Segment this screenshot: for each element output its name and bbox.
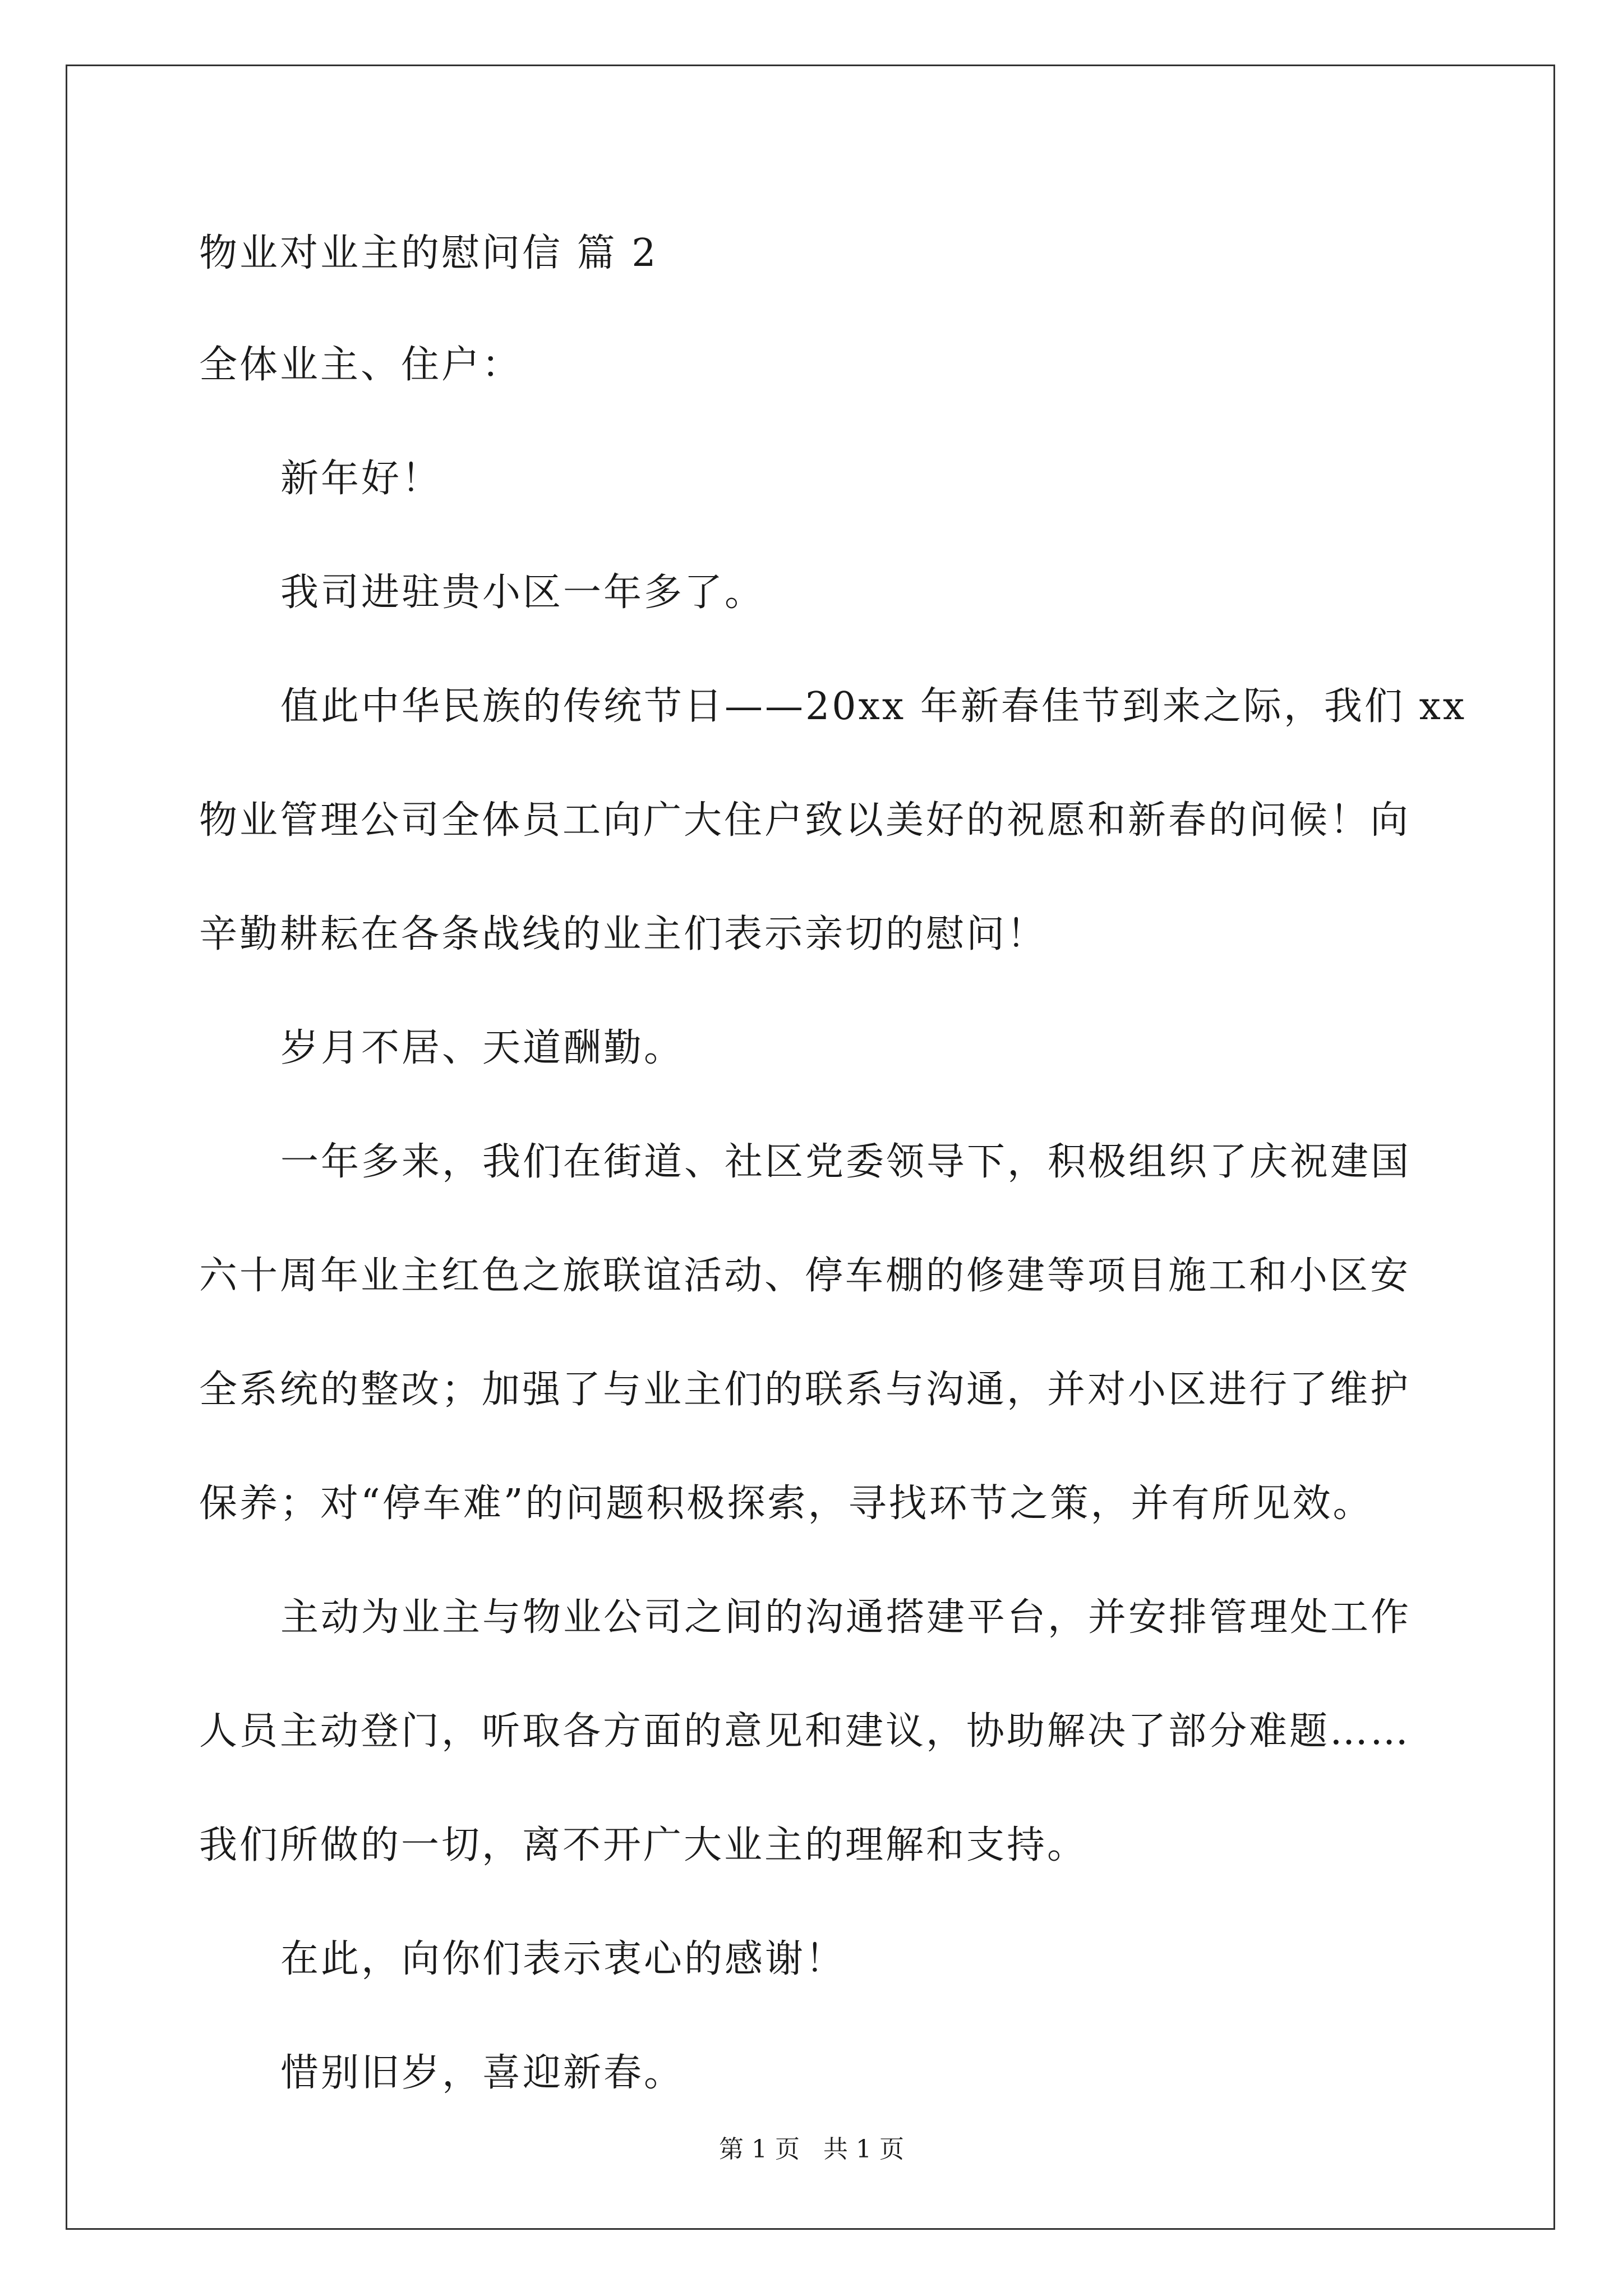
text-line: 岁月不居、天道酬勤。 bbox=[280, 1026, 685, 1070]
letter-lines bbox=[199, 308, 1467, 2130]
page-number: 第 1 页 共 1 页 bbox=[719, 2135, 904, 2164]
text-line: 六十周年业主红色之旅联谊活动、停车棚的修建等项目施工和小区安 bbox=[199, 1254, 1411, 1298]
document-title: 物业对业主的慰问信 篇 2 bbox=[199, 231, 658, 275]
text-line: 我司进驻贵小区一年多了。 bbox=[280, 570, 766, 615]
text-line: 在此，向你们表示衷心的感谢！ bbox=[280, 1937, 846, 1981]
text-line: 全体业主、住户： bbox=[199, 343, 523, 387]
text-line: 物业管理公司全体员工向广大住户致以美好的祝愿和新春的问候！向 bbox=[199, 798, 1411, 843]
letter-body bbox=[199, 220, 1467, 2130]
text-line: 我们所做的一切，离不开广大业主的理解和支持。 bbox=[199, 1823, 1088, 1867]
text-line: 辛勤耕耘在各条战线的业主们表示亲切的慰问！ bbox=[199, 912, 1048, 956]
text-line: 主动为业主与物业公司之间的沟通搭建平台，并安排管理处工作 bbox=[280, 1595, 1412, 1640]
text-line: 新年好！ bbox=[280, 457, 442, 501]
text-line: 一年多来，我们在街道、社区党委领导下，积极组织了庆祝建国 bbox=[280, 1140, 1412, 1184]
text-line: 保养；对“停车难”的问题积极探索，寻找环节之策，并有所见效。 bbox=[199, 1481, 1373, 1526]
text-line: 全系统的整改；加强了与业主们的联系与沟通，并对小区进行了维护 bbox=[199, 1368, 1411, 1412]
page-footer bbox=[0, 2133, 1623, 2166]
text-line: 人员主动登门，听取各方面的意见和建议，协助解决了部分难题…… bbox=[199, 1709, 1411, 1754]
text-line: 惜别旧岁，喜迎新春。 bbox=[280, 2051, 685, 2095]
text-line: 值此中华民族的传统节日——20xx 年新春佳节到来之际，我们 xx bbox=[280, 684, 1467, 729]
